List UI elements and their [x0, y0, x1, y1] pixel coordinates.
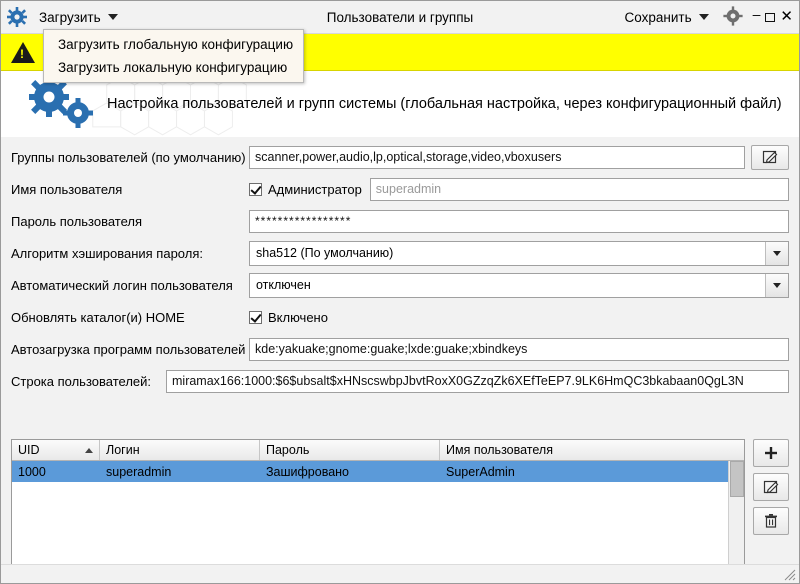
table-row[interactable]: [12, 461, 744, 482]
delete-row-button[interactable]: [753, 507, 789, 535]
autologin-select[interactable]: [249, 273, 789, 298]
password-label: Пароль пользователя: [11, 213, 143, 229]
autostart-label: Автозагрузка программ пользователей: [11, 341, 246, 357]
load-dropdown-menu[interactable]: [43, 29, 304, 83]
add-row-button[interactable]: [753, 439, 789, 467]
trash-icon: [763, 513, 779, 529]
cell-login: superadmin: [106, 464, 172, 479]
status-bar: [1, 564, 799, 583]
autologin-label: Автоматический логин пользователя: [11, 277, 233, 293]
sort-ascending-icon: [85, 448, 93, 453]
save-menu-label: Сохранить: [624, 9, 692, 25]
close-button[interactable]: ✕: [780, 8, 793, 25]
cell-password: Зашифровано: [266, 464, 350, 479]
row-home: [11, 301, 789, 333]
load-menu-button[interactable]: [33, 8, 124, 27]
hash-select[interactable]: [249, 241, 789, 266]
groups-edit-button[interactable]: [751, 145, 789, 170]
warning-triangle-icon: [11, 42, 35, 63]
window-controls: [751, 6, 793, 25]
chevron-down-icon: [108, 14, 118, 20]
table-action-buttons: [753, 439, 789, 583]
scrollbar-thumb[interactable]: [730, 461, 744, 497]
row-password: [11, 205, 789, 237]
resize-grip-icon[interactable]: [783, 568, 796, 581]
gears-icon: [23, 75, 101, 133]
save-menu-button[interactable]: [619, 8, 715, 27]
admin-checkbox[interactable]: [249, 182, 362, 197]
column-header-name[interactable]: Имя пользователя: [446, 443, 553, 457]
table-header-row: [12, 440, 744, 461]
settings-gear-icon[interactable]: [723, 6, 743, 29]
minimize-button[interactable]: –: [752, 6, 761, 22]
edit-icon: [762, 149, 778, 165]
groups-input[interactable]: [249, 146, 745, 169]
home-checkbox-box[interactable]: [249, 311, 262, 324]
password-input[interactable]: [249, 210, 789, 233]
settings-form: [1, 137, 799, 433]
hash-select-value: sha512 (По умолчанию): [256, 246, 394, 260]
home-checkbox[interactable]: [249, 310, 328, 325]
userstring-input[interactable]: [166, 370, 789, 393]
users-table-area: [1, 433, 799, 583]
row-userstring: [11, 365, 789, 397]
userstring-label: Строка пользователей:: [11, 373, 152, 389]
cell-uid: 1000: [18, 464, 46, 479]
home-checkbox-label: Включено: [268, 309, 328, 325]
edit-row-button[interactable]: [753, 473, 789, 501]
row-autologin: [11, 269, 789, 301]
edit-icon: [763, 479, 779, 495]
gear-icon: [7, 7, 27, 27]
column-label-uid: UID: [18, 443, 40, 457]
admin-checkbox-label: Администратор: [268, 181, 362, 197]
chevron-down-icon: [699, 14, 709, 20]
username-input[interactable]: [370, 178, 789, 201]
row-groups: [11, 141, 789, 173]
chevron-down-icon[interactable]: [765, 242, 788, 265]
column-header-password[interactable]: Пароль: [260, 440, 440, 460]
page-title: Пользователи и группы: [326, 9, 474, 25]
row-autostart: [11, 333, 789, 365]
row-username: [11, 173, 789, 205]
menu-item-load-global[interactable]: Загрузить глобальную конфигурацию: [58, 37, 294, 52]
title-bar-left: [1, 7, 124, 27]
load-menu-label: Загрузить: [39, 9, 101, 25]
home-label: Обновлять каталог(и) HOME: [11, 309, 185, 325]
column-header-login[interactable]: Логин: [100, 440, 260, 460]
row-hash: [11, 237, 789, 269]
autologin-select-value: отключен: [256, 278, 311, 292]
username-label: Имя пользователя: [11, 181, 123, 197]
menu-item-load-local[interactable]: Загрузить локальную конфигурацию: [58, 60, 288, 75]
plus-icon: [763, 445, 779, 461]
column-header-uid[interactable]: [12, 440, 100, 460]
users-table: [11, 439, 745, 583]
chevron-down-icon[interactable]: [765, 274, 788, 297]
admin-checkbox-box[interactable]: [249, 183, 262, 196]
cell-name: SuperAdmin: [446, 464, 515, 479]
title-bar-right: [619, 6, 799, 29]
autostart-input[interactable]: [249, 338, 789, 361]
header-title: Настройка пользователей и групп системы (глобальная настройка, через конфигурационный файл): [107, 96, 782, 112]
hash-label: Алгоритм хэширования пароля:: [11, 245, 203, 261]
groups-label: Группы пользователей (по умолчанию): [11, 149, 246, 165]
maximize-button[interactable]: [765, 13, 775, 22]
